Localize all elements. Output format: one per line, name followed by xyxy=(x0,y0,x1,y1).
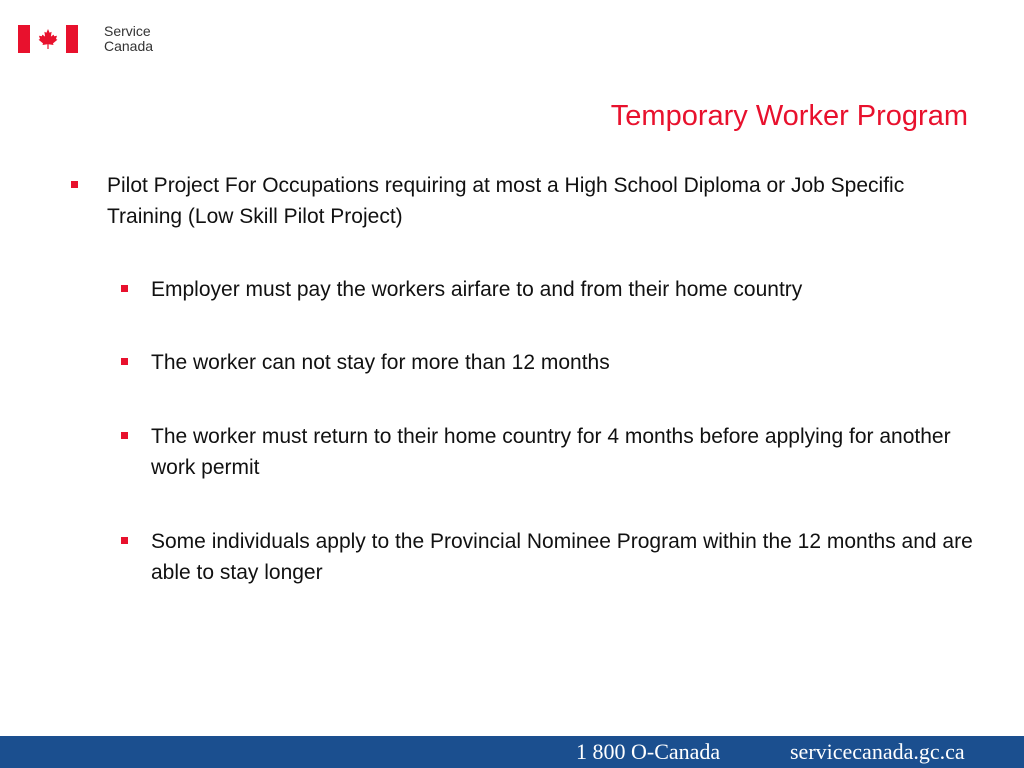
bullet-square-icon xyxy=(121,537,128,544)
sub-bullet-airfare xyxy=(151,274,981,305)
main-bullet xyxy=(107,170,967,232)
footer-website: servicecanada.gc.ca xyxy=(790,739,965,764)
sub-bullet-text: Some individuals apply to the Provincial Nominee Program within the 12 months and are able to stay longer xyxy=(151,530,973,584)
main-bullet-text: Pilot Project For Occupations requiring at most a High School Diploma or Job Specific Training (Low Skill Pilot Project) xyxy=(107,174,905,228)
sub-bullet-text: The worker must return to their home country for 4 months before applying for another work permit xyxy=(151,425,951,479)
bullet-square-icon xyxy=(121,358,128,365)
sub-bullet-return-home xyxy=(151,421,981,483)
logo-line-service: Service xyxy=(104,23,151,39)
footer-bar xyxy=(0,736,1024,768)
canada-flag-icon xyxy=(18,25,78,53)
bullet-square-icon xyxy=(71,181,78,188)
sub-bullet-provincial-nominee xyxy=(151,526,981,588)
footer-phone: 1 800 O-Canada xyxy=(576,739,721,764)
service-canada-logo xyxy=(18,25,153,54)
sub-bullet-12-months xyxy=(151,347,981,378)
logo-line-canada: Canada xyxy=(104,38,154,54)
sub-bullet-text: Employer must pay the workers airfare to and from their home country xyxy=(151,278,803,301)
bullet-square-icon xyxy=(121,432,128,439)
bullet-square-icon xyxy=(121,285,128,292)
logo-wordmark xyxy=(104,24,153,54)
sub-bullet-text: The worker can not stay for more than 12 months xyxy=(151,351,610,374)
slide-title: Temporary Worker Program xyxy=(610,100,968,132)
